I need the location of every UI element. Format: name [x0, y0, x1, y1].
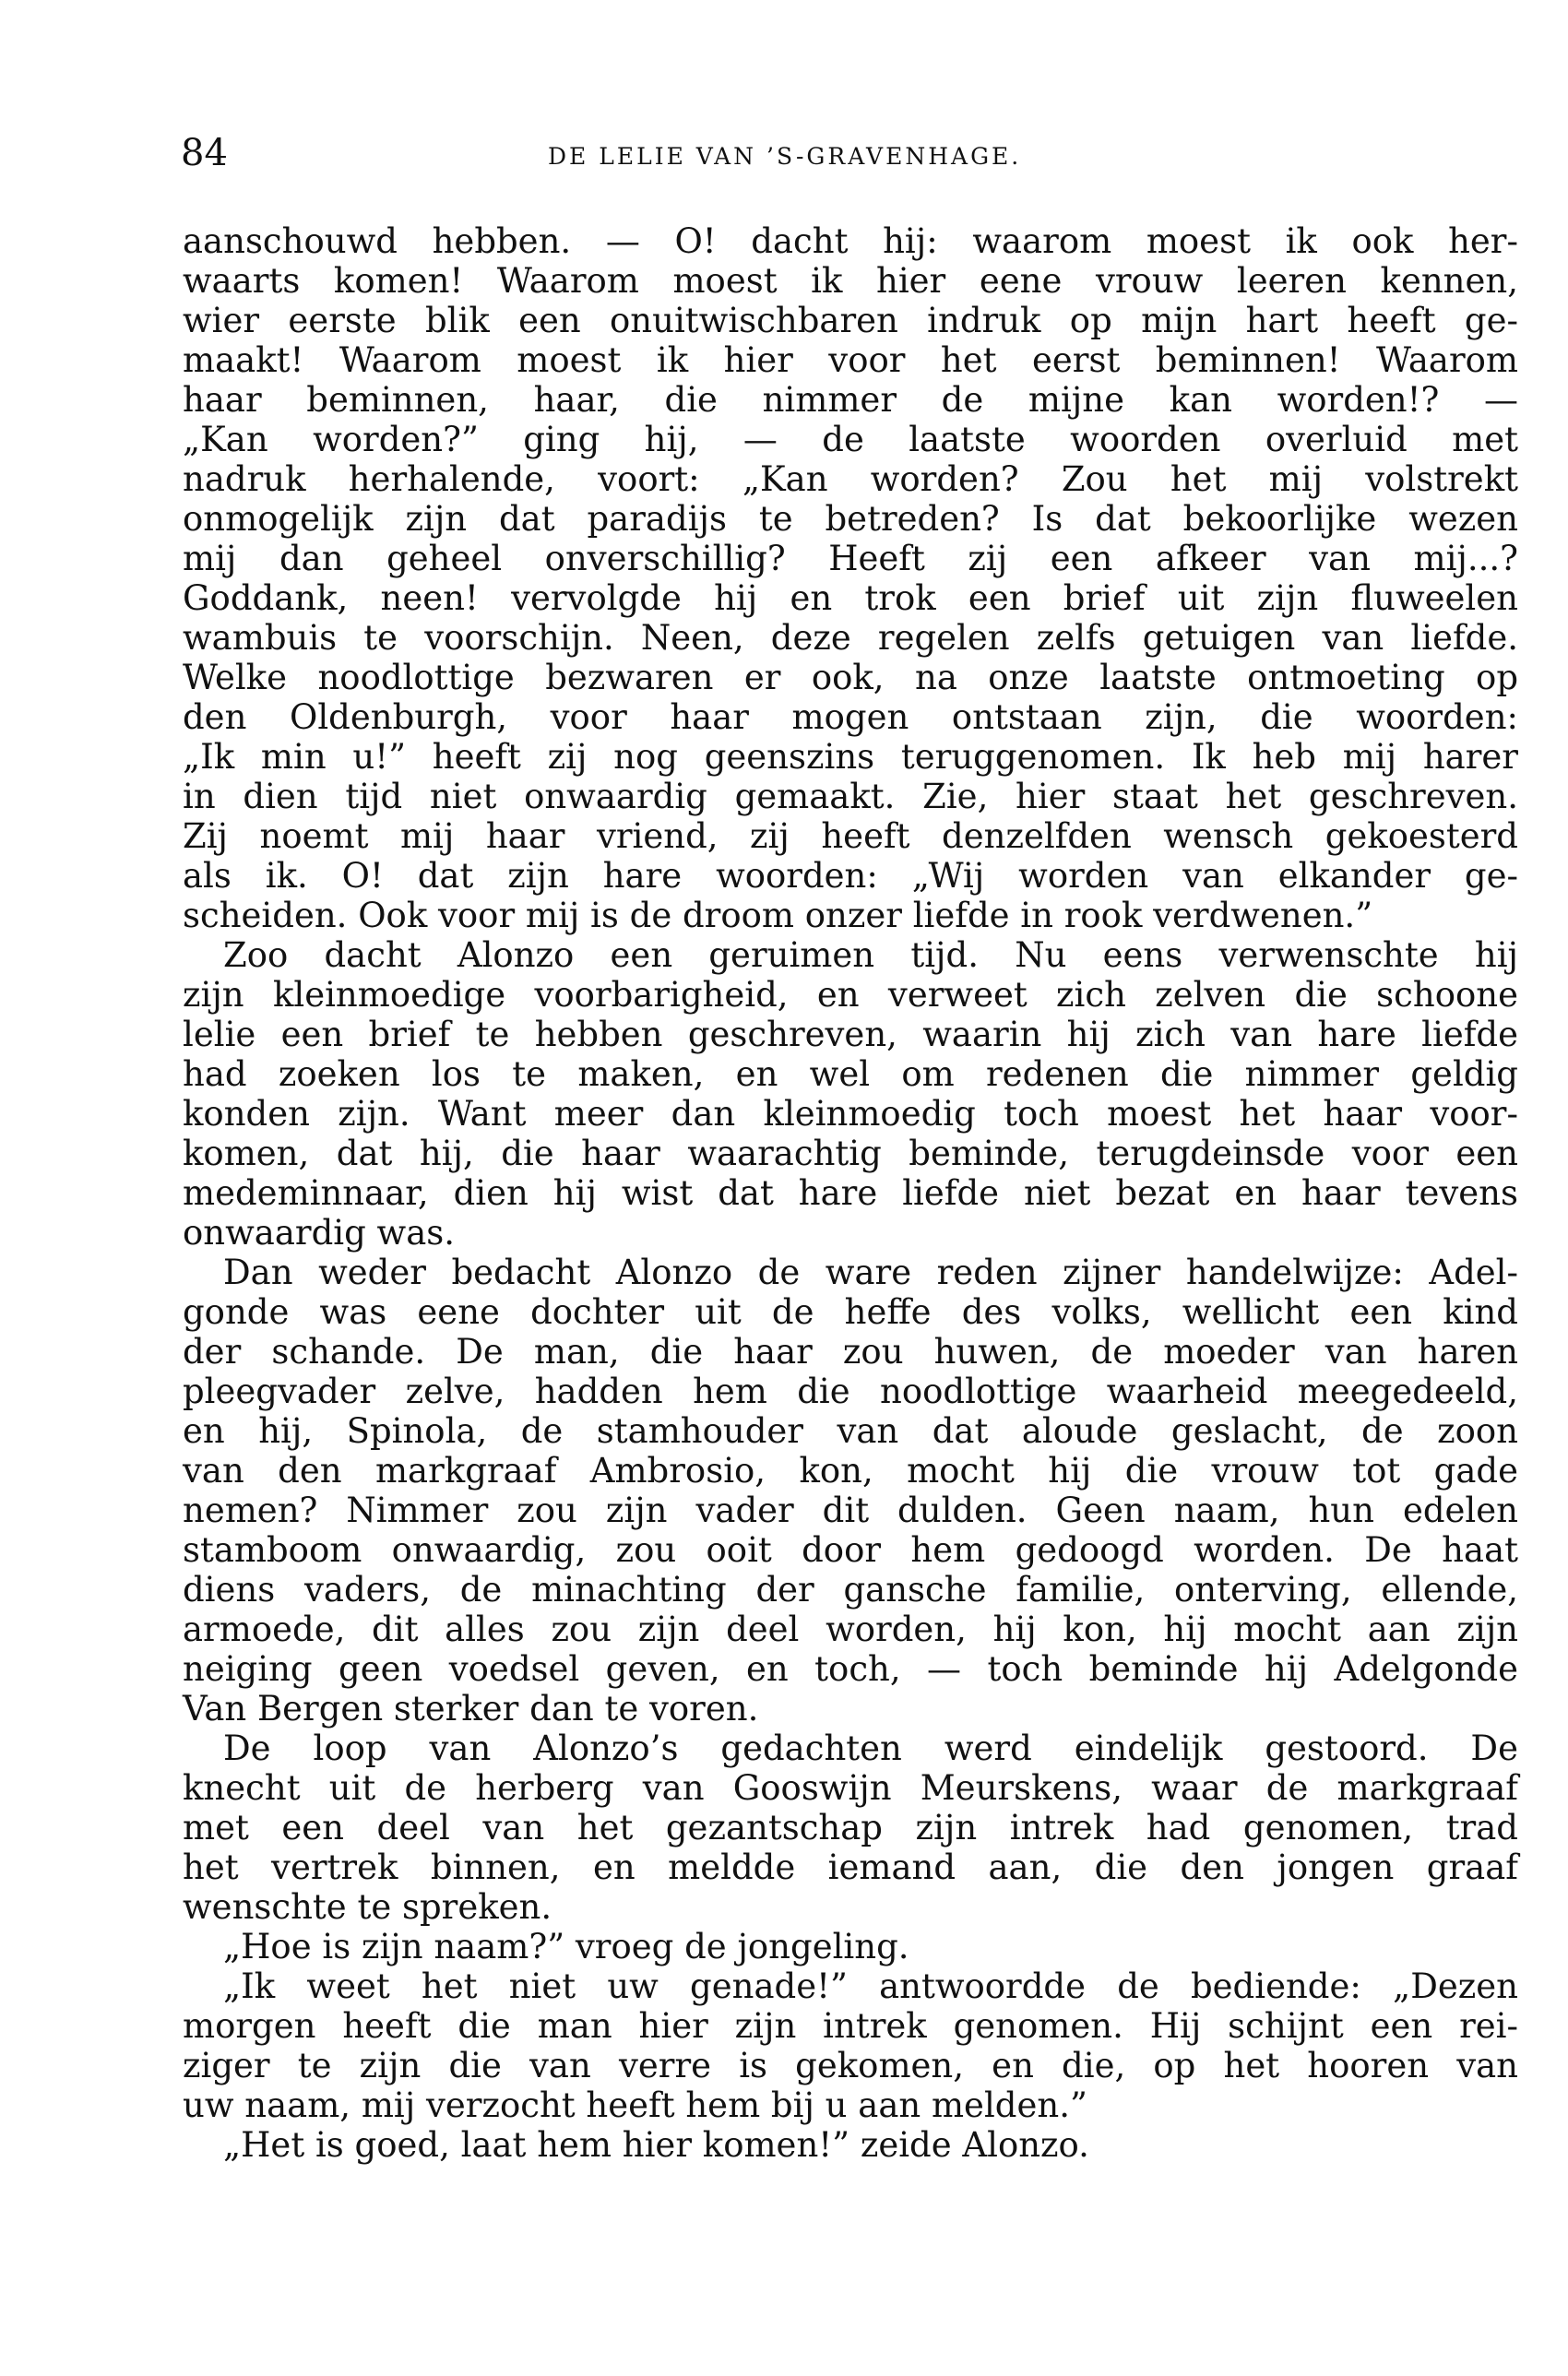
- text-line: Goddank, neen! vervolgde hij en trok een brief uit zijn fluweelen: [183, 578, 1518, 618]
- text-line: onmogelijk zijn dat paradijs te betreden? Is dat bekoorlijke wezen: [183, 499, 1518, 539]
- text-line: den Oldenburgh, voor haar mogen ontstaan zijn, die woorden:: [183, 697, 1518, 737]
- text-line: Welke noodlottige bezwaren er ook, na onze laatste ontmoeting op: [183, 658, 1518, 697]
- body-text: [183, 221, 1518, 2165]
- text-line: „Hoe is zijn naam?” vroeg de jongeling.: [223, 1927, 909, 1966]
- text-line: nadruk herhalende, voort: „Kan worden? Zou het mij volstrekt: [183, 459, 1518, 499]
- text-line: maakt! Waarom moest ik hier voor het eerst beminnen! Waarom: [183, 340, 1518, 380]
- page-header: [181, 125, 1520, 181]
- text-line: ziger te zijn die van verre is gekomen, en die, op het hooren van: [183, 2046, 1518, 2085]
- text-line: en hij, Spinola, de stamhouder van dat aloude geslacht, de zoon: [183, 1411, 1518, 1451]
- text-line: lelie een brief te hebben geschreven, waarin hij zich van hare liefde: [183, 1015, 1518, 1054]
- text-line: „Kan worden?” ging hij, — de laatste woorden overluid met: [183, 420, 1518, 459]
- text-line: „Het is goed, laat hem hier komen!” zeide Alonzo.: [223, 2125, 1089, 2165]
- text-line: Zoo dacht Alonzo een geruimen tijd. Nu eens verwenschte hij: [223, 935, 1518, 975]
- text-line: konden zijn. Want meer dan kleinmoedig toch moest het haar voor-: [183, 1094, 1518, 1134]
- text-line: medeminnaar, dien hij wist dat hare liefde niet bezat en haar tevens: [183, 1173, 1518, 1213]
- text-line: Dan weder bedacht Alonzo de ware reden zijner handelwijze: Adel-: [223, 1253, 1518, 1292]
- text-line: uw naam, mij verzocht heeft hem bij u aan melden.”: [183, 2085, 1087, 2125]
- text-line: nemen? Nimmer zou zijn vader dit dulden. Geen naam, hun edelen: [183, 1491, 1518, 1530]
- text-line: waarts komen! Waarom moest ik hier eene vrouw leeren kennen,: [183, 261, 1518, 301]
- text-line: wenschte te spreken.: [183, 1887, 552, 1927]
- text-line: aanschouwd hebben. — O! dacht hij: waarom moest ik ook her-: [183, 221, 1518, 261]
- page-number: 84: [181, 132, 228, 174]
- text-line: Van Bergen sterker dan te voren.: [183, 1689, 759, 1729]
- text-line: der schande. De man, die haar zou huwen, de moeder van haren: [183, 1332, 1518, 1372]
- text-line: komen, dat hij, die haar waarachtig beminde, terugdeinsde voor een: [183, 1134, 1518, 1173]
- text-line: haar beminnen, haar, die nimmer de mijne kan worden!? —: [183, 380, 1518, 420]
- text-line: De loop van Alonzo’s gedachten werd eindelijk gestoord. De: [223, 1729, 1518, 1768]
- text-line: neiging geen voedsel geven, en toch, — toch beminde hij Adelgonde: [183, 1649, 1518, 1689]
- running-title: DE LELIE VAN ’S-GRAVENHAGE.: [548, 143, 1022, 170]
- text-line: scheiden. Ook voor mij is de droom onzer liefde in rook verdwenen.”: [183, 896, 1373, 935]
- text-line: morgen heeft die man hier zijn intrek genomen. Hij schijnt een rei-: [183, 2006, 1518, 2046]
- text-line: in dien tijd niet onwaardig gemaakt. Zie, hier staat het geschreven.: [183, 777, 1518, 816]
- text-line: mij dan geheel onverschillig? Heeft zij een afkeer van mij...?: [183, 539, 1518, 578]
- text-line: wambuis te voorschijn. Neen, deze regelen zelfs getuigen van liefde.: [183, 618, 1518, 658]
- text-line: stamboom onwaardig, zou ooit door hem gedoogd worden. De haat: [183, 1530, 1518, 1570]
- text-line: het vertrek binnen, en meldde iemand aan, die den jongen graaf: [183, 1847, 1518, 1887]
- text-line: onwaardig was.: [183, 1213, 456, 1253]
- text-line: van den markgraaf Ambrosio, kon, mocht hij die vrouw tot gade: [183, 1451, 1518, 1491]
- text-line: knecht uit de herberg van Gooswijn Meurskens, waar de markgraaf: [183, 1768, 1518, 1808]
- text-line: diens vaders, de minachting der gansche familie, onterving, ellende,: [183, 1570, 1518, 1610]
- text-line: „Ik weet het niet uw genade!” antwoordde de bediende: „Dezen: [223, 1966, 1518, 2006]
- text-line: armoede, dit alles zou zijn deel worden, hij kon, hij mocht aan zijn: [183, 1610, 1518, 1649]
- text-line: pleegvader zelve, hadden hem die noodlottige waarheid meegedeeld,: [183, 1372, 1518, 1411]
- text-line: zijn kleinmoedige voorbarigheid, en verweet zich zelven die schoone: [183, 975, 1518, 1015]
- text-line: gonde was eene dochter uit de heffe des volks, wellicht een kind: [183, 1292, 1518, 1332]
- text-line: Zij noemt mij haar vriend, zij heeft denzelfden wensch gekoesterd: [183, 816, 1518, 856]
- text-line: had zoeken los te maken, en wel om redenen die nimmer geldig: [183, 1054, 1518, 1094]
- text-line: met een deel van het gezantschap zijn intrek had genomen, trad: [183, 1808, 1518, 1847]
- text-line: „Ik min u!” heeft zij nog geenszins teruggenomen. Ik heb mij harer: [183, 737, 1518, 777]
- text-line: als ik. O! dat zijn hare woorden: „Wij worden van elkander ge-: [183, 856, 1518, 896]
- text-line: wier eerste blik een onuitwischbaren indruk op mijn hart heeft ge-: [183, 301, 1518, 340]
